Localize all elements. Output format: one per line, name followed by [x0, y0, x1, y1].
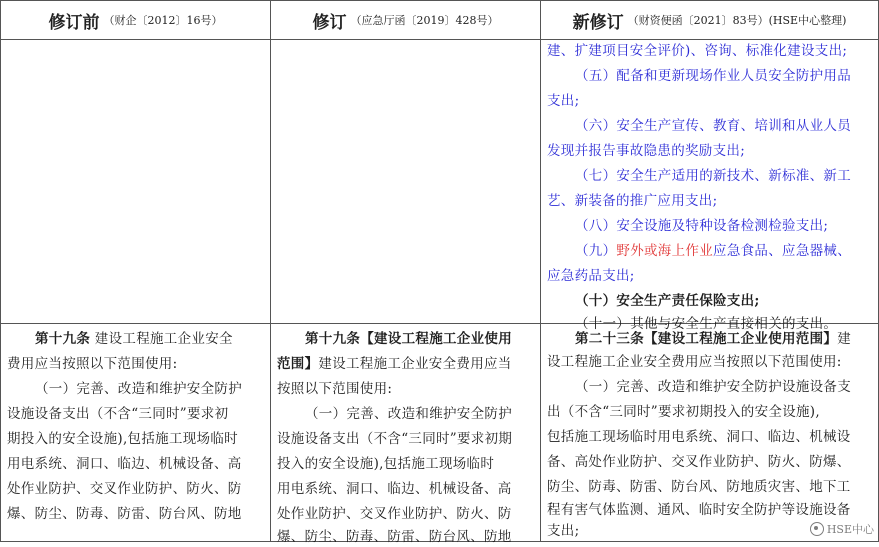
lower3-line-3: 出（不含“三同时”要求初期投入的安全设施), — [547, 404, 820, 420]
header-before-title: 修订前 — [48, 12, 100, 33]
lower2-line-7: 处作业防护、交叉作业防护、防火、防 — [277, 506, 512, 522]
upper-line-4: 发现并报告事故隐患的奖励支出; — [547, 143, 746, 159]
watermark-text: HSE中心 — [826, 523, 874, 536]
article-title: 第十九条 — [35, 331, 91, 347]
header-revision — [271, 1, 540, 39]
lower1-line-4: 期投入的安全设施),包括施工现场临时 — [7, 431, 238, 447]
header-revision-title: 修订 — [312, 12, 347, 33]
upper-line-10: （十）安全生产责任保险支出; — [575, 293, 760, 309]
lower1-line-0 — [35, 329, 233, 349]
header-revision-note: （应急厅函〔2019〕428号） — [350, 14, 499, 27]
lower3-line-2: （一）完善、改造和维护安全防护设施设备支 — [575, 379, 851, 395]
lower1-line-3: 设施设备支出（不含“三同时”要求初 — [7, 406, 229, 422]
lower3-line-0 — [575, 329, 851, 349]
header-before-note: （财企〔2012〕16号） — [103, 14, 223, 27]
upper-line-7: （八）安全设施及特种设备检测检验支出; — [575, 218, 829, 234]
lower2-line-6: 用电系统、洞口、临边、机械设备、高 — [277, 481, 512, 497]
upper-line-9: 应急药品支出; — [547, 268, 635, 284]
header-new-title: 新修订 — [572, 12, 624, 33]
lower3-line-6: 防尘、防毒、防雷、防台风、防地质灾害、地下工 — [547, 479, 851, 495]
upper-line-8 — [575, 241, 851, 261]
lower2-line-5: 投入的安全设施),包括施工现场临时 — [277, 456, 495, 472]
header-new-revision — [541, 1, 878, 39]
article-title: 第二十三条【建设工程施工企业使用范围】 — [575, 331, 838, 347]
upper-line-8-suffix: 应急食品、应急器械、 — [713, 243, 852, 259]
header-before — [1, 1, 270, 39]
lower3-line-4: 包括施工现场临时用电系统、洞口、临边、机械设 — [547, 429, 851, 445]
upper-new-cell — [541, 40, 878, 332]
upper-line-11: （十一）其他与安全生产直接相关的支出。 — [575, 316, 838, 332]
lower2-line-4: 设施设备支出（不含“三同时”要求初期 — [277, 431, 513, 447]
watermark — [810, 521, 874, 537]
lower3-line-5: 备、高处作业防护、交叉作业防护、防火、防爆、 — [547, 454, 851, 470]
lower-before-cell — [1, 324, 270, 541]
upper-line-1: （五）配备和更新现场作业人员安全防护用品 — [575, 68, 851, 84]
lower2-line-8: 爆、防尘、防毒、防雷、防台风、防地 — [277, 529, 512, 545]
lower2-line-3: （一）完善、改造和维护安全防护 — [305, 406, 512, 422]
lower1-line-1: 费用应当按照以下范围使用: — [7, 356, 178, 372]
lower1-line-5: 用电系统、洞口、临边、机械设备、高 — [7, 456, 242, 472]
lower2-line-0: 第十九条【建设工程施工企业使用 — [305, 331, 512, 347]
lower2-line-2: 按照以下范围使用: — [277, 381, 393, 397]
article-text: 建 — [837, 331, 852, 347]
upper-line-6: 艺、新装备的推广应用支出; — [547, 193, 718, 209]
article-text: 建设工程施工企业安全费用应当 — [318, 356, 512, 372]
lower2-line-1 — [277, 354, 512, 374]
article-text: 建设工程施工企业安全 — [90, 331, 233, 347]
lower1-line-7: 爆、防尘、防毒、防雷、防台风、防地 — [7, 506, 242, 522]
lower3-line-1: 设工程施工企业安全费用应当按照以下范围使用: — [547, 354, 842, 370]
lower3-line-8: 支出; — [547, 523, 580, 539]
lower3-line-7: 程有害气体监测、通风、临时安全防护等设施设备 — [547, 502, 851, 518]
upper-line-5: （七）安全生产适用的新技术、新标准、新工 — [575, 168, 851, 184]
upper-line-3: （六）安全生产宣传、教育、培训和从业人员 — [575, 118, 851, 134]
upper-line-2: 支出; — [547, 93, 580, 109]
wechat-icon — [810, 522, 824, 536]
upper-line-8-highlight: 野外或海上作业 — [616, 243, 714, 259]
lower1-line-6: 处作业防护、交叉作业防护、防火、防 — [7, 481, 242, 497]
lower1-line-2: （一）完善、改造和维护安全防护 — [35, 381, 242, 397]
article-title-tail: 范围】 — [277, 356, 319, 372]
upper-line-8-prefix: （九） — [575, 243, 617, 259]
lower-new-cell — [541, 324, 878, 541]
header-new-note: （财资便函〔2021〕83号）(HSE中心整理) — [627, 14, 847, 27]
upper-line-0: 建、扩建项目安全评价)、咨询、标准化建设支出; — [547, 43, 848, 59]
lower-revision-cell — [271, 324, 540, 545]
